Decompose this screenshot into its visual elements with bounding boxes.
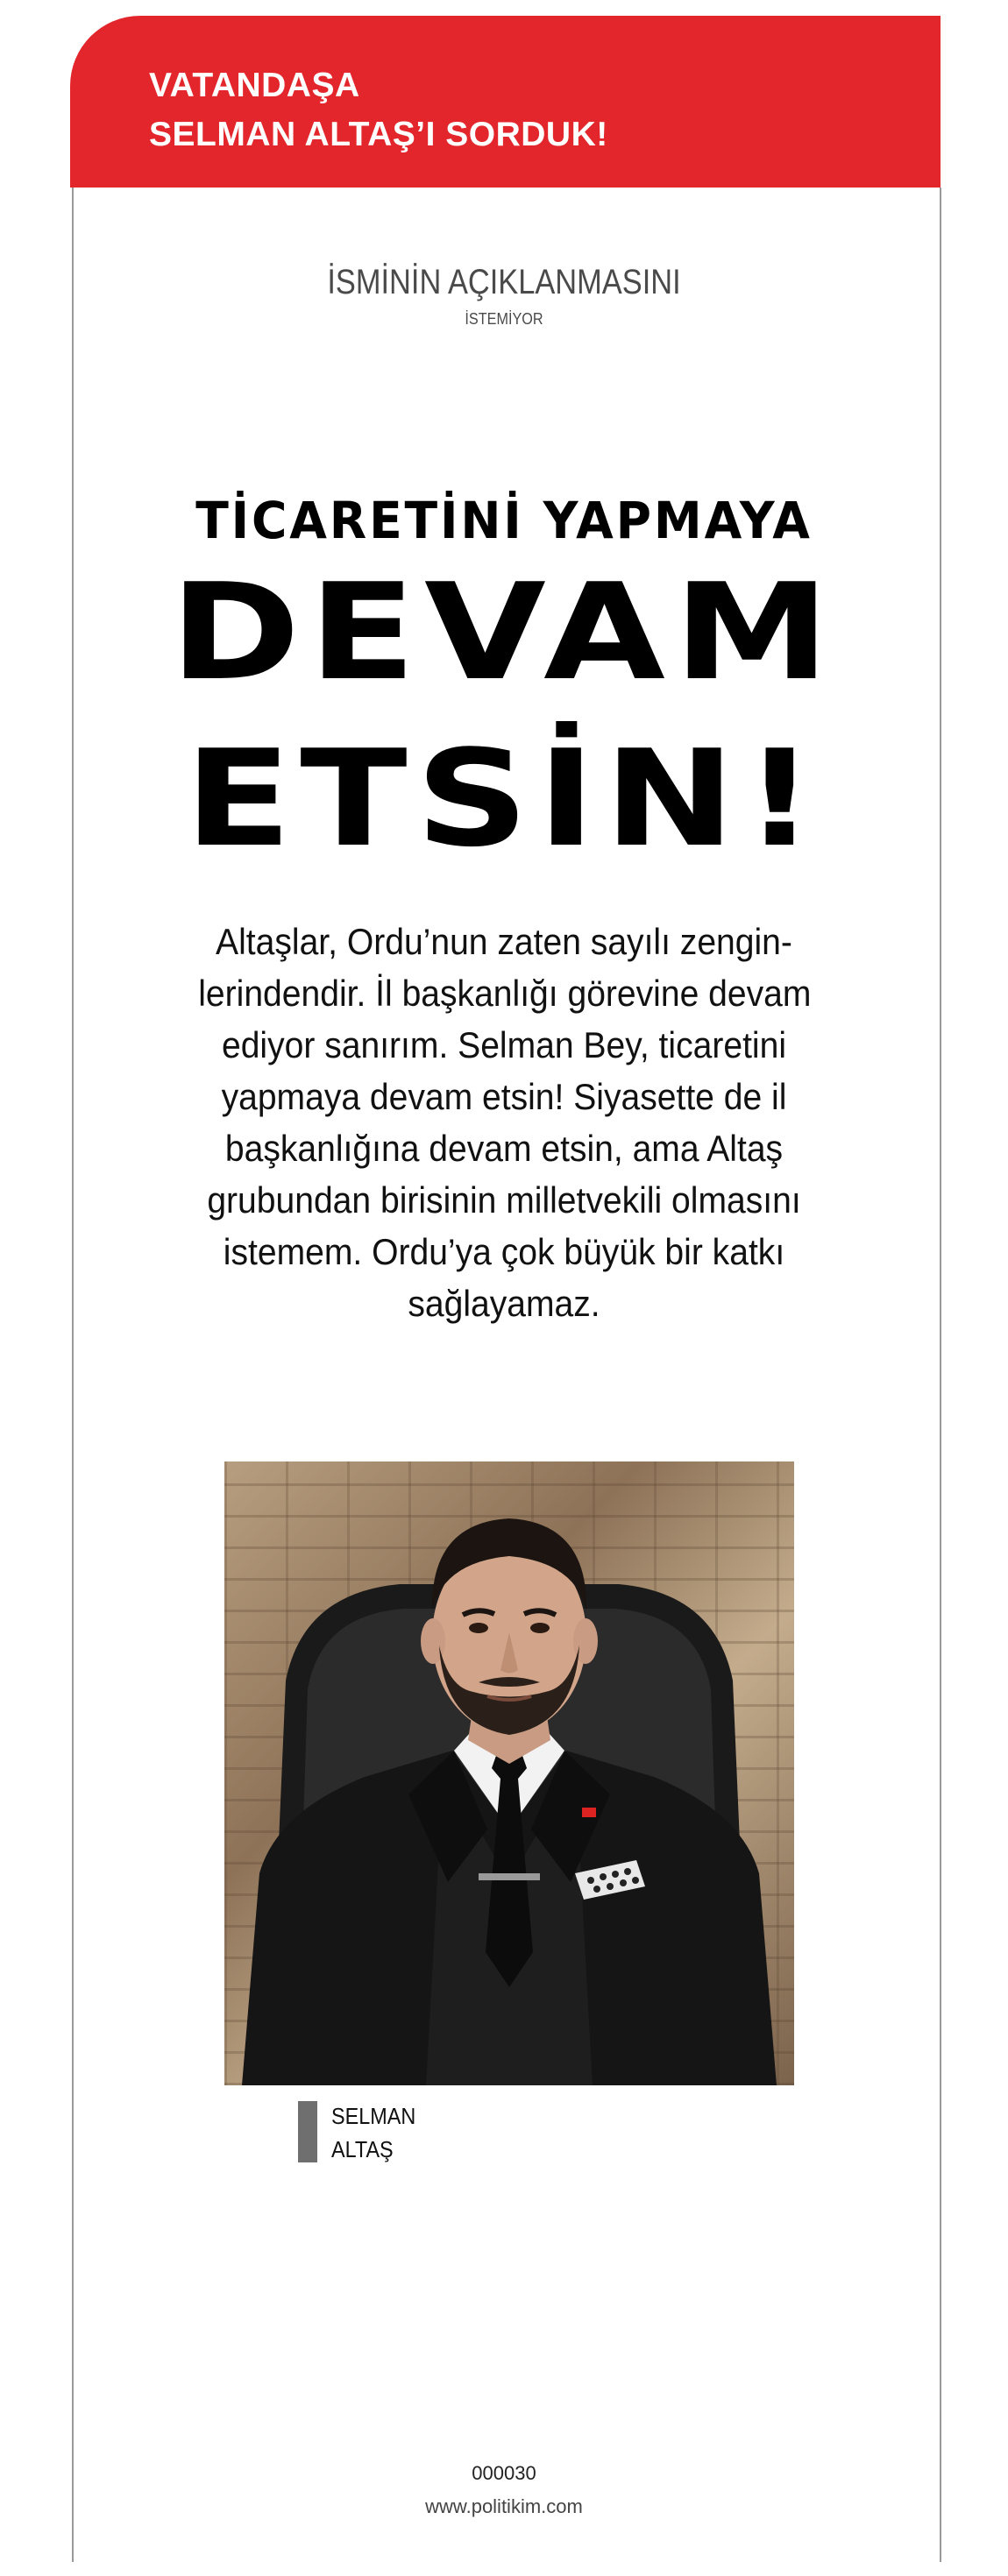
page-code: 000030 [472, 2462, 536, 2484]
headline-main-line-2: ETSİN! [184, 721, 824, 876]
footer-url: www.politikim.com [425, 2495, 583, 2517]
photo-caption [331, 2099, 415, 2166]
source-sublabel: İSTEMİYOR [465, 310, 543, 328]
quote-line: Altaşlar, Ordu’nun zaten sayılı zengin- [216, 921, 792, 962]
quote-line: yapmaya devam etsin! Siyasette de il [221, 1076, 787, 1117]
portrait-illustration [224, 1461, 794, 2085]
header-banner [70, 16, 941, 188]
header-line-2: SELMAN ALTAŞ’I SORDUK! [149, 116, 608, 153]
portrait-photo [224, 1461, 794, 2085]
quote-line: grubundan birisinin milletvekili olmasını [207, 1179, 801, 1221]
source-label: İSMİNİN AÇIKLANMASINI [327, 263, 681, 301]
caption-line-1: SELMAN [331, 2103, 416, 2129]
caption-line-2: ALTAŞ [331, 2136, 394, 2162]
quote-body [175, 916, 833, 1329]
headline-kicker: TİCARETİNİ YAPMAYA [195, 491, 813, 550]
quote-line: ediyor sanırım. Selman Bey, ticaretini [221, 1024, 787, 1065]
quote-line: sağlayamaz. [408, 1283, 600, 1324]
quote-line: istemem. Ordu’ya çok büyük bir katkı [223, 1231, 785, 1272]
headline-main-line-1: DEVAM [169, 555, 839, 710]
header-line-1: VATANDAŞA [149, 67, 360, 104]
quote-line: lerindendir. İl başkanlığı görevine devam [198, 973, 812, 1014]
caption-accent-bar [298, 2101, 317, 2162]
quote-line: başkanlığına devam etsin, ama Altaş [224, 1128, 784, 1169]
